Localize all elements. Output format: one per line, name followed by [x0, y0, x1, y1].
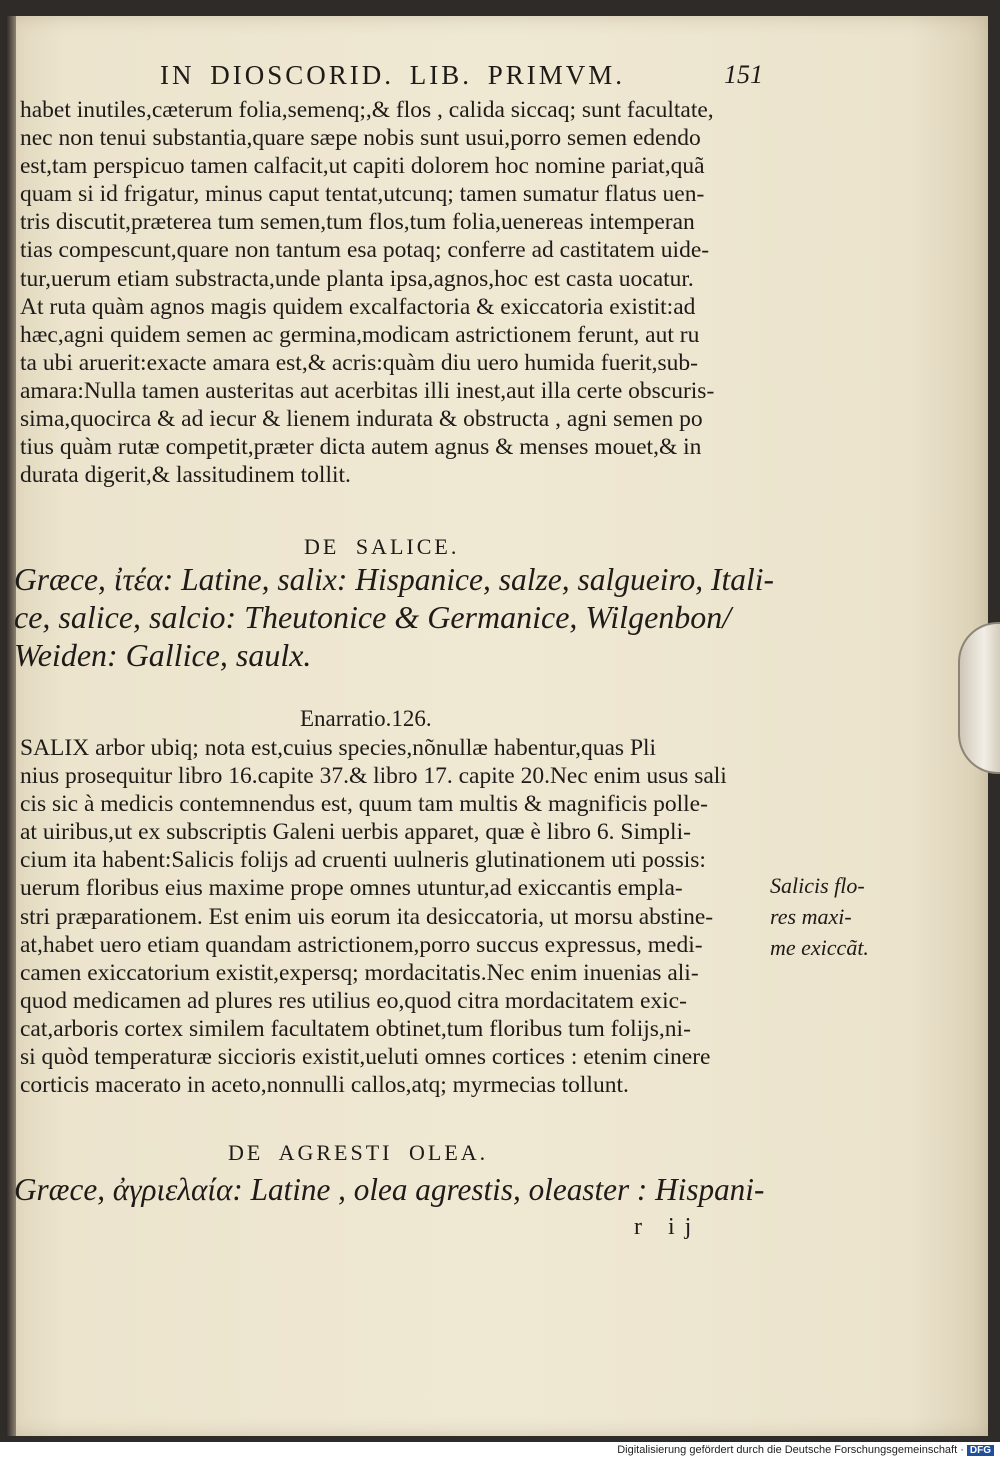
text-line: tius quàm rutæ competit,præter dicta autem agnus & menses mouet,& in — [20, 434, 702, 461]
section-heading-salice: DE SALICE. — [304, 534, 460, 559]
text-line: nec non tenui substantia,quare sæpe nobis sunt usui,porro semen edendo — [20, 125, 701, 152]
text-line: si quòd temperaturæ siccioris existit,ueluti omnes cortices : etenim cinere — [20, 1044, 711, 1071]
text-line: corticis macerato in aceto,nonnulli callos,atq; myrmecias tollunt. — [20, 1072, 629, 1099]
text-line: ta ubi aruerit:exacte amara est,& acris:quàm diu uero humida fuerit,sub- — [20, 349, 698, 376]
enarratio-label: Enarratio.126. — [300, 706, 432, 731]
text-line: SALIX arbor ubiq; nota est,cuius species,nõnullæ habentur,quas Pli — [20, 735, 657, 761]
clasp-tab — [958, 622, 1000, 774]
text-line: habet inutiles,cæterum folia,semenq;,& flos , calida siccaq; sunt facultate, — [20, 97, 714, 123]
running-head: IN DIOSCORID. LIB. PRIMVM. — [160, 60, 626, 90]
text-line: At ruta quàm agnos magis quidem excalfactoria & exiccatoria existit:ad — [20, 293, 696, 320]
funding-footer — [617, 1444, 994, 1456]
text-line: est,tam perspicuo tamen calfacit,ut capiti dolorem hoc nomine pariat,quã — [20, 153, 705, 180]
footer-text: Digitalisierung gefördert durch die Deutsche Forschungsgemeinschaft · — [617, 1444, 964, 1456]
text-line: sima,quocirca & ad iecur & lienem indurata & obstructa , agni semen po — [20, 406, 703, 433]
marginal-note-line: Salicis flo- — [770, 873, 865, 898]
names-line: ce, salice, salcio: Theutonice & Germanice, Wilgenbon/ — [14, 599, 732, 635]
plant-names-salice — [14, 560, 786, 674]
names-line: Græce, ἰτέα: Latine, salix: Hispanice, salze, salgueiro, Itali- — [14, 561, 775, 597]
text-line: quod medicamen ad plures res utilius eo,quod citra mordacitatem exic- — [20, 987, 687, 1014]
marginal-note — [770, 870, 869, 963]
text-line: durata digerit,& lassitudinem tollit. — [20, 462, 351, 489]
text-line: quam si id frigatur, minus caput tentat,utcunq; tamen sumatur flatus uen- — [20, 181, 705, 208]
names-line: Weiden: Gallice, saulx. — [14, 637, 312, 673]
text-line: nius prosequitur libro 16.capite 37.& libro 17. capite 20.Nec enim usus sali — [20, 763, 727, 790]
section-heading-olea: DE AGRESTI OLEA. — [228, 1140, 489, 1165]
plant-names-olea — [14, 1170, 783, 1208]
text-line: tias compescunt,quare non tantum esa potaq; conferre ad castitatem uide- — [20, 237, 710, 264]
text-line: uerum floribus eius maxime prope omnes utuntur,ad exiccantis empla- — [20, 875, 683, 902]
text-line: stri præparationem. Est enim uis eorum ita desiccatoria, ut morsu abstine- — [20, 903, 714, 930]
paragraph-agnus — [20, 96, 714, 489]
text-line: hæc,agni quidem semen ac germina,modicam astrictionem ferunt, aut ru — [20, 321, 700, 348]
text-line: amara:Nulla tamen austeritas aut acerbitas illi inest,aut illa certe obscuris- — [20, 377, 715, 404]
text-line: cat,arboris cortex similem facultatem obtinet,tum floribus tum folijs,ni- — [20, 1015, 691, 1042]
marginal-note-line: me exiccãt. — [770, 935, 869, 960]
text-line: cium ita habent:Salicis folijs ad cruenti uulneris glutinationem uti possis: — [20, 847, 706, 874]
text-line: tur,uerum etiam substracta,unde planta ipsa,agnos,hoc est casta uocatur. — [20, 265, 694, 292]
names-line: Græce, ἀγριελαία: Latine , olea agrestis, oleaster : Hispani- — [14, 1171, 765, 1207]
folio-number: 151 — [724, 60, 763, 89]
text-line: tris discutit,præterea tum semen,tum flos,tum folia,uenereas intemperan — [20, 209, 695, 236]
text-line: cis sic à medicis contemnendus est, quum tam multis & magnificis polle- — [20, 791, 708, 818]
text-line: at uiribus,ut ex subscriptis Galeni uerbis apparet, quæ è libro 6. Simpli- — [20, 819, 691, 846]
catchword: r ij — [634, 1214, 702, 1240]
marginal-note-line: res maxi- — [770, 904, 852, 929]
paragraph-salix — [20, 734, 727, 1099]
page-spine-shadow — [6, 16, 16, 1436]
text-line: camen exiccatorium existit,expersq; mordacitatis.Nec enim inuenias ali- — [20, 959, 699, 986]
dfg-logo-icon: DFG — [967, 1445, 994, 1456]
text-line: at,habet uero etiam quandam astrictionem,porro succus expressus, medi- — [20, 931, 703, 958]
